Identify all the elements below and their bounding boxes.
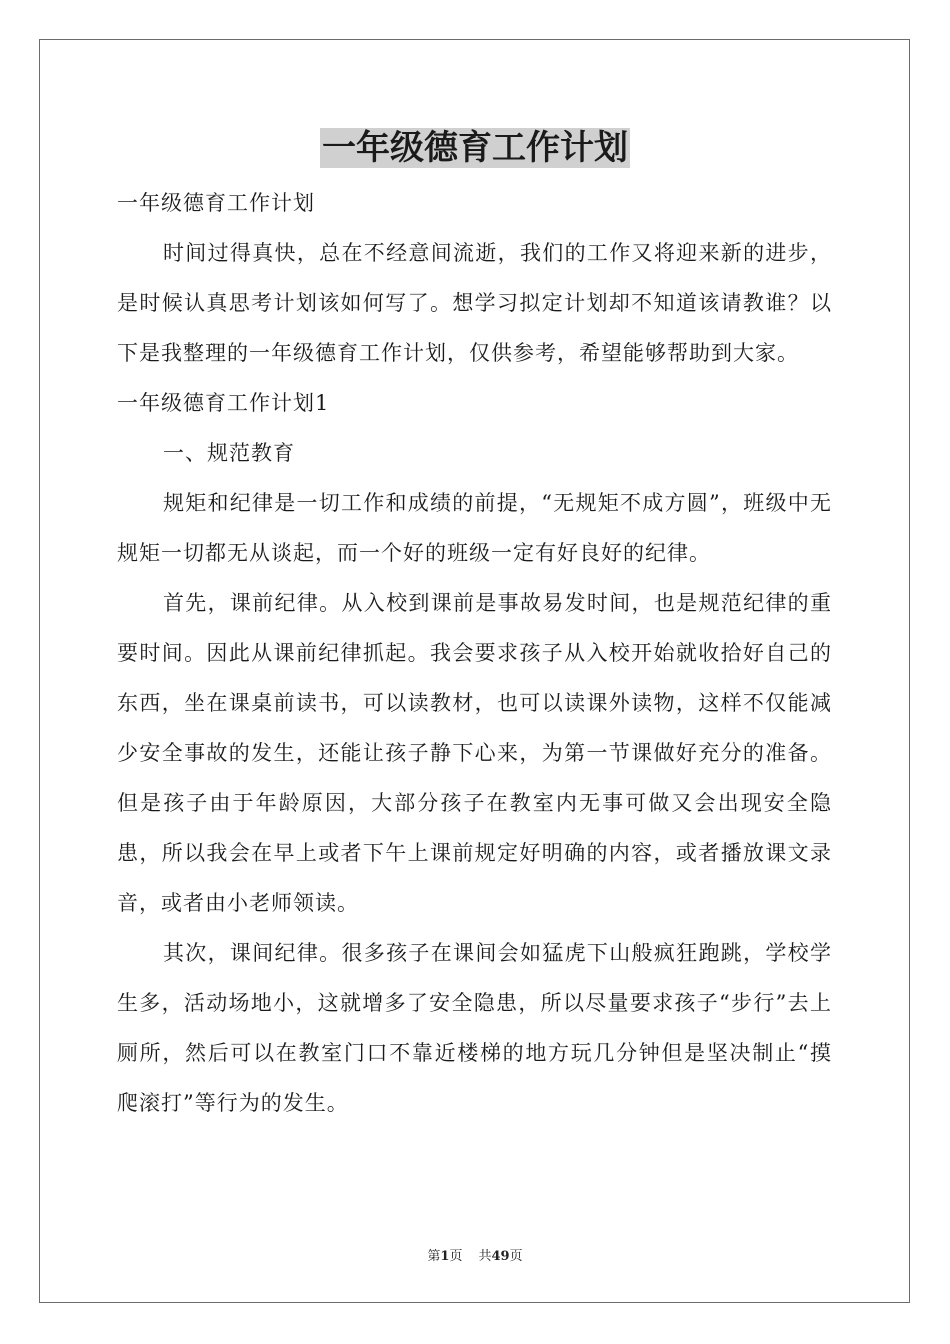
document-body (117, 178, 832, 1128)
body-paragraph-rules: 规矩和纪律是一切工作和成绩的前提，“无规矩不成方圆”，班级中无规矩一切都无从谈起，而一个好的班级一定有好良好的纪律。 (117, 491, 832, 565)
page-number-suffix: 页 (449, 1249, 463, 1264)
body-paragraph-subtitle: 一年级德育工作计划 (117, 191, 315, 215)
page-footer (0, 1248, 950, 1266)
page-total-prefix: 共 (478, 1249, 492, 1264)
page-number-current: 1 (440, 1249, 450, 1264)
body-paragraph-intro: 时间过得真快，总在不经意间流逝，我们的工作又将迎来新的进步，是时候认真思考计划该如何写了。想学习拟定计划却不知道该请教谁？以下是我整理的一年级德育工作计划，仅供参考，希望能够帮助到大家。 (117, 241, 832, 365)
page-total-suffix: 页 (509, 1249, 523, 1264)
subsection-heading-norm-education: 一、规范教育 (163, 441, 295, 465)
body-paragraph-pre-class-discipline: 首先，课前纪律。从入校到课前是事故易发时间，也是规范纪律的重要时间。因此从课前纪律抓起。我会要求孩子从入校开始就收拾好自己的东西，坐在课桌前读书，可以读教材，也可以读课外读物，这样不仅能减少安全事故的发生，还能让孩子静下心来，为第一节课做好充分的准备。但是孩子由于年龄原因，大部分孩子在教室内无事可做又会出现安全隐患，所以我会在早上或者下午上课前规定好明确的内容，或者播放课文录音，或者由小老师领读。 (117, 591, 832, 915)
section-heading-plan-1: 一年级德育工作计划1 (117, 391, 330, 415)
document-title-text: 一年级德育工作计划 (322, 128, 628, 168)
body-paragraph-break-discipline: 其次，课间纪律。很多孩子在课间会如猛虎下山般疯狂跑跳，学校学生多，活动场地小，这就增多了安全隐患，所以尽量要求孩子“步行”去上厕所，然后可以在教室门口不靠近楼梯的地方玩几分钟但是坚决制止“摸爬滚打”等行为的发生。 (117, 941, 832, 1115)
page-number-prefix: 第 (427, 1249, 441, 1264)
document-title (0, 124, 950, 172)
page-total-count: 49 (491, 1249, 510, 1264)
